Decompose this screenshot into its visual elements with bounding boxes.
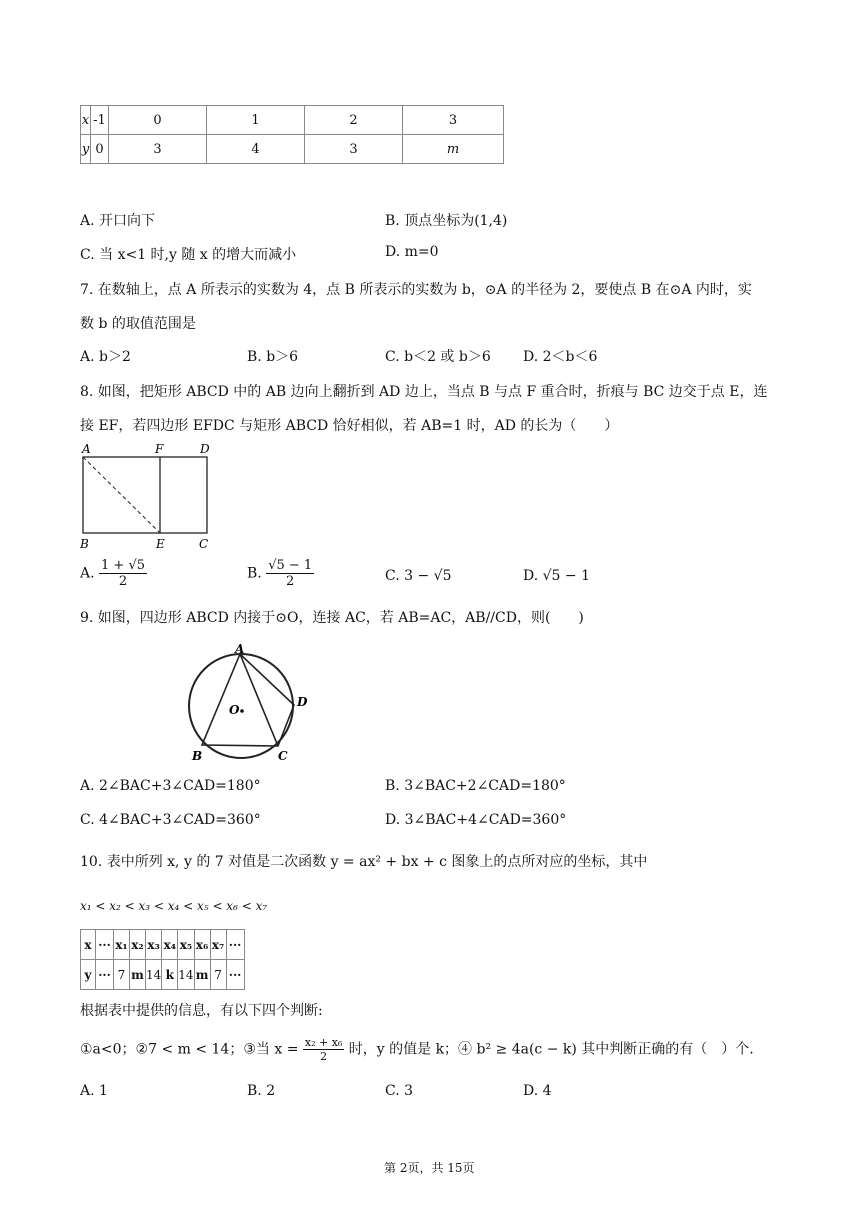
table-cell: x — [81, 106, 91, 135]
rectangle-fold-figure — [76, 440, 216, 555]
q6-option-a: A. 开口向下 — [80, 213, 156, 229]
fraction — [266, 558, 314, 589]
q6-option-d: D. m=0 — [385, 244, 439, 260]
table-cell: x₆ — [194, 930, 210, 960]
table-cell: x₇ — [210, 930, 226, 960]
q10-stem: 10. 表中所列 x, y 的 7 对值是二次函数 y = ax² + bx + c 图象上的点所对应的坐标，其中 — [80, 854, 648, 870]
table-cell: m — [130, 960, 146, 990]
q7-option-a: A. b＞2 — [80, 349, 131, 365]
table-cell: 4 — [207, 135, 305, 164]
q10-option-d: D. 4 — [523, 1083, 552, 1099]
center-dot — [240, 709, 244, 713]
fraction-denominator: 2 — [286, 574, 295, 589]
label-d: D — [200, 442, 210, 456]
table-row — [81, 960, 245, 990]
fraction-denominator: 2 — [118, 574, 128, 589]
fraction — [303, 1036, 344, 1063]
q8-stem-line1: 8. 如图，把矩形 ABCD 中的 AB 边向上翻折到 AD 边上，当点 B 与点 F 重合时，折痕与 BC 边交于点 E，连 — [80, 384, 768, 400]
circle-quadrilateral-figure — [183, 640, 313, 766]
label-b: B — [192, 749, 203, 763]
table-cell: 7 — [210, 960, 226, 990]
table-row — [81, 930, 245, 960]
q10-inequality: x₁ < x₂ < x₃ < x₄ < x₅ < x₆ < x₇ — [80, 899, 268, 913]
q8-option-a — [80, 558, 147, 589]
label-c: C — [278, 749, 288, 763]
fraction-numerator: √5 − 1 — [268, 558, 313, 573]
q10-info: 根据表中提供的信息，有以下四个判断: — [80, 1003, 323, 1019]
table-cell: -1 — [91, 106, 109, 135]
judgment-prefix: ①a<0；②7 < m < 14；③当 x = — [80, 1041, 299, 1058]
q7-option-b: B. b＞6 — [247, 349, 299, 365]
q9-option-d: D. 3∠BAC+4∠CAD=360° — [385, 812, 567, 828]
option-letter: B. — [247, 565, 262, 582]
q10-option-c: C. 3 — [385, 1083, 414, 1099]
q7-stem-line1: 7. 在数轴上，点 A 所表示的实数为 4，点 B 所表示的实数为 b，⊙A 的半径为 2，要使点 B 在⊙A 内时，实 — [80, 282, 752, 298]
table-cell: 7 — [114, 960, 130, 990]
q10-judgments — [80, 1036, 754, 1063]
q10-option-a: A. 1 — [80, 1083, 108, 1099]
label-b: B — [80, 537, 89, 551]
table-cell: 0 — [91, 135, 109, 164]
q7-option-c: C. b＜2 或 b＞6 — [385, 349, 491, 365]
table-cell: y — [81, 135, 91, 164]
q6-option-c: C. 当 x<1 时,y 随 x 的增大而减小 — [80, 247, 297, 263]
q9-option-c: C. 4∠BAC+3∠CAD=360° — [80, 812, 261, 828]
table-cell: x₅ — [178, 930, 194, 960]
table-row — [81, 106, 504, 135]
table-cell: x₂ — [130, 930, 146, 960]
table-row — [81, 135, 504, 164]
table-cell: 0 — [109, 106, 207, 135]
table-cell: 14 — [146, 960, 162, 990]
q10-option-b: B. 2 — [247, 1083, 276, 1099]
judgment-suffix: 时，y 的值是 k；④ b² ≥ 4a(c − k) 其中判断正确的有（ ）个. — [348, 1041, 754, 1058]
label-a: A — [235, 642, 245, 656]
fraction-numerator: x₂ + x₆ — [304, 1036, 343, 1049]
table-cell: x₄ — [162, 930, 178, 960]
table-cell: ··· — [96, 960, 114, 990]
label-o: O — [229, 703, 240, 717]
page-footer: 第 2页，共 15页 — [384, 1161, 475, 1175]
label-d: D — [297, 695, 308, 709]
table-cell: ··· — [226, 960, 244, 990]
fraction-denominator: 2 — [320, 1050, 328, 1063]
q9-option-b: B. 3∠BAC+2∠CAD=180° — [385, 778, 566, 794]
table-cell: ··· — [96, 930, 114, 960]
q7-stem-line2: 数 b 的取值范围是 — [80, 316, 196, 332]
table-cell: k — [162, 960, 178, 990]
table-cell: 2 — [305, 106, 403, 135]
label-a: A — [82, 442, 91, 456]
q6-option-b: B. 顶点坐标为(1,4) — [385, 213, 508, 229]
table-cell: 3 — [305, 135, 403, 164]
q10-table — [80, 929, 245, 990]
table-cell: y — [81, 960, 96, 990]
q8-stem-line2: 接 EF，若四边形 EFDC 与矩形 ABCD 恰好相似，若 AB=1 时，AD 的长为（ ） — [80, 418, 619, 434]
q9-stem: 9. 如图，四边形 ABCD 内接于⊙O，连接 AC，若 AB=AC，AB//CD，则( ) — [80, 610, 584, 626]
q8-option-d: D. √5 − 1 — [523, 568, 590, 584]
option-letter: A. — [80, 565, 95, 582]
q9-option-a: A. 2∠BAC+3∠CAD=180° — [80, 778, 261, 794]
table-cell: x₁ — [114, 930, 130, 960]
table-cell: x₃ — [146, 930, 162, 960]
label-c: C — [199, 537, 209, 551]
label-f: F — [155, 442, 164, 456]
table-cell: x — [81, 930, 96, 960]
q8-option-c: C. 3 − √5 — [385, 568, 452, 584]
fraction — [99, 558, 147, 589]
fraction-numerator: 1 + √5 — [101, 558, 145, 573]
table-cell: m — [194, 960, 210, 990]
label-e: E — [156, 537, 165, 551]
q8-option-b — [247, 558, 314, 589]
table-cell: ··· — [226, 930, 244, 960]
table-cell: 14 — [178, 960, 194, 990]
table-cell: 3 — [109, 135, 207, 164]
table-cell: 1 — [207, 106, 305, 135]
table-cell: m — [403, 135, 504, 164]
xy-table — [80, 105, 504, 164]
q7-option-d: D. 2＜b＜6 — [523, 349, 598, 365]
table-cell: 3 — [403, 106, 504, 135]
